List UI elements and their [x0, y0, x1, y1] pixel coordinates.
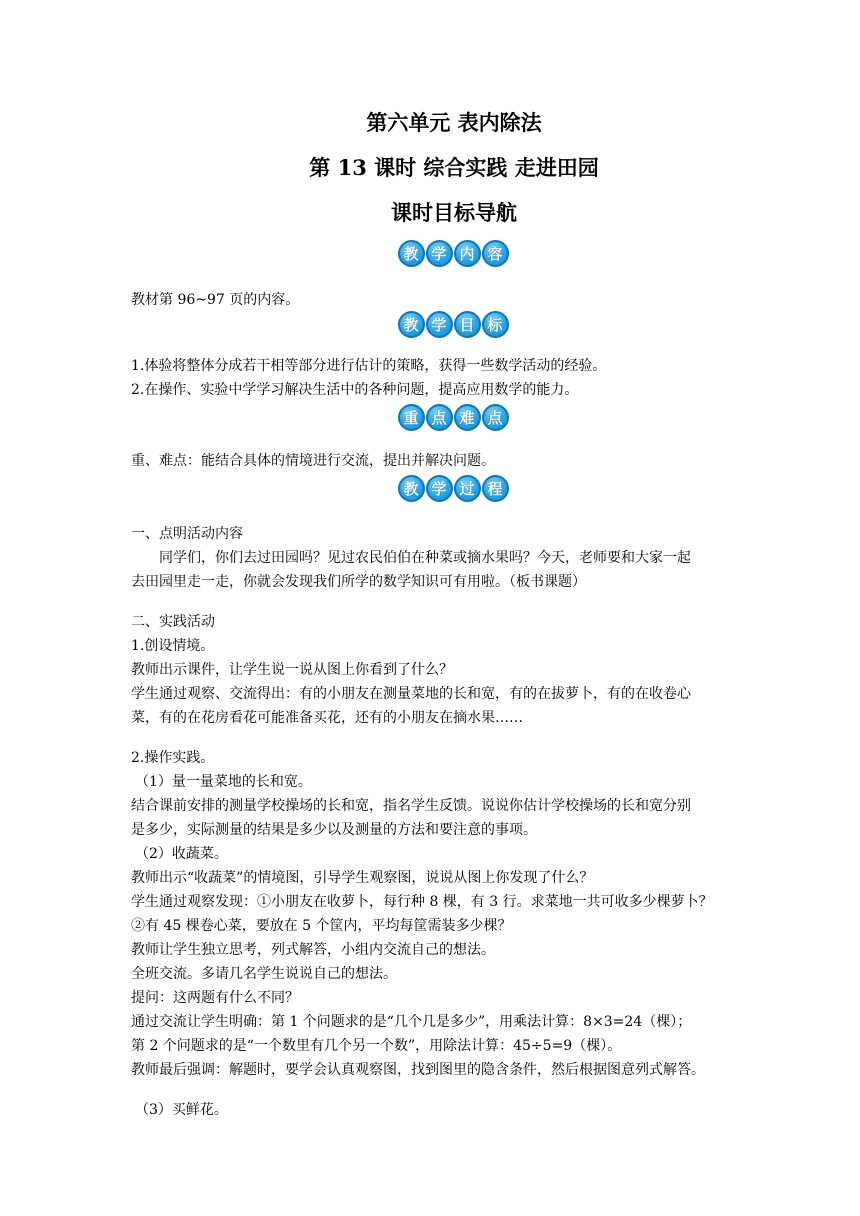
goal-item: 1.体验将整体分成若干相等部分进行估计的策略，获得一些数学活动的经验。 — [131, 358, 607, 374]
nav-title: 课时目标导航 — [391, 200, 517, 225]
paragraph-line: 第 2 个问题求的是“一个数里有几个另一个数”，用除法计算：45÷5=9（棵）。 — [131, 1038, 622, 1054]
key-points-text: 重、难点：能结合具体的情境进行交流，提出并解决问题。 — [131, 453, 495, 469]
badge-teaching-content — [0, 240, 860, 267]
lesson-title: 第 13 课时 综合实践 走进田园 — [309, 155, 599, 180]
paragraph-line: 结合课前安排的测量学校操场的长和宽，指名学生反馈。说说你估计学校操场的长和宽分别 — [131, 798, 691, 814]
paragraph-line: 学生通过观察发现：①小朋友在收萝卜，每行种 8 棵，有 3 行。求菜地一共可收多少棵萝卜？ — [131, 894, 713, 910]
badge-char: 点 — [482, 404, 509, 431]
section-heading: 一、点明活动内容 — [131, 526, 243, 542]
badge-char: 过 — [454, 475, 481, 502]
item-heading: （1）量一量菜地的长和宽。 — [135, 774, 312, 790]
paragraph-line: 教师出示课件，让学生说一说从图上你看到了什么？ — [131, 662, 453, 678]
paragraph-line: 菜，有的在花房看花可能准备买花，还有的小朋友在摘水果…… — [131, 710, 523, 726]
badge-char: 难 — [454, 404, 481, 431]
paragraph-line: 去田园里走一走，你就会发现我们所学的数学知识可有用啦。（板书课题） — [131, 574, 586, 590]
badge-char: 程 — [482, 475, 509, 502]
paragraph-line: 教师最后强调：解题时，要学会认真观察图，找到图里的隐含条件，然后根据图意列式解答。 — [131, 1062, 705, 1078]
paragraph-line: 提问：这两题有什么不同？ — [131, 990, 299, 1006]
badge-char: 教 — [398, 475, 425, 502]
paragraph-line: 通过交流让学生明确：第 1 个问题求的是“几个几是多少”，用乘法计算：8×3=24（棵）； — [131, 1014, 692, 1030]
badge-key-points — [0, 404, 860, 431]
badge-char: 教 — [398, 240, 425, 267]
paragraph-line: ②有 45 棵卷心菜，要放在 5 个筐内，平均每筐需装多少棵？ — [131, 918, 512, 934]
paragraph-line: 同学们，你们去过田园吗？见过农民伯伯在种菜或摘水果吗？今天，老师要和大家一起 — [159, 550, 691, 566]
badge-char: 学 — [426, 475, 453, 502]
paragraph-line: 是多少，实际测量的结果是多少以及测量的方法和要注意的事项。 — [131, 822, 537, 838]
badge-char: 标 — [482, 311, 509, 338]
item-heading: （3）买鲜花。 — [135, 1102, 228, 1118]
badge-char: 学 — [426, 311, 453, 338]
badge-char: 重 — [398, 404, 425, 431]
paragraph-line: 教师让学生独立思考，列式解答，小组内交流自己的想法。 — [131, 942, 495, 958]
badge-teaching-process — [0, 475, 860, 502]
badge-char: 内 — [454, 240, 481, 267]
subsection-heading: 2.操作实践。 — [131, 750, 215, 766]
content-text: 教材第 96~97 页的内容。 — [131, 292, 300, 308]
badge-char: 教 — [398, 311, 425, 338]
paragraph-line: 教师出示“收蔬菜”的情境图，引导学生观察图，说说从图上你发现了什么？ — [131, 870, 594, 886]
paragraph-line: 学生通过观察、交流得出：有的小朋友在测量菜地的长和宽，有的在拔萝卜，有的在收卷心 — [131, 686, 691, 702]
badge-char: 目 — [454, 311, 481, 338]
item-heading: （2）收蔬菜。 — [135, 846, 228, 862]
goal-item: 2.在操作、实验中学学习解决生活中的各种问题，提高应用数学的能力。 — [131, 382, 579, 398]
section-heading: 二、实践活动 — [131, 614, 215, 630]
unit-title: 第六单元 表内除法 — [366, 110, 542, 135]
badge-teaching-goals — [0, 311, 860, 338]
badge-char: 容 — [482, 240, 509, 267]
badge-char: 点 — [426, 404, 453, 431]
badge-char: 学 — [426, 240, 453, 267]
paragraph-line: 全班交流。多请几名学生说说自己的想法。 — [131, 966, 397, 982]
subsection-heading: 1.创设情境。 — [131, 638, 215, 654]
